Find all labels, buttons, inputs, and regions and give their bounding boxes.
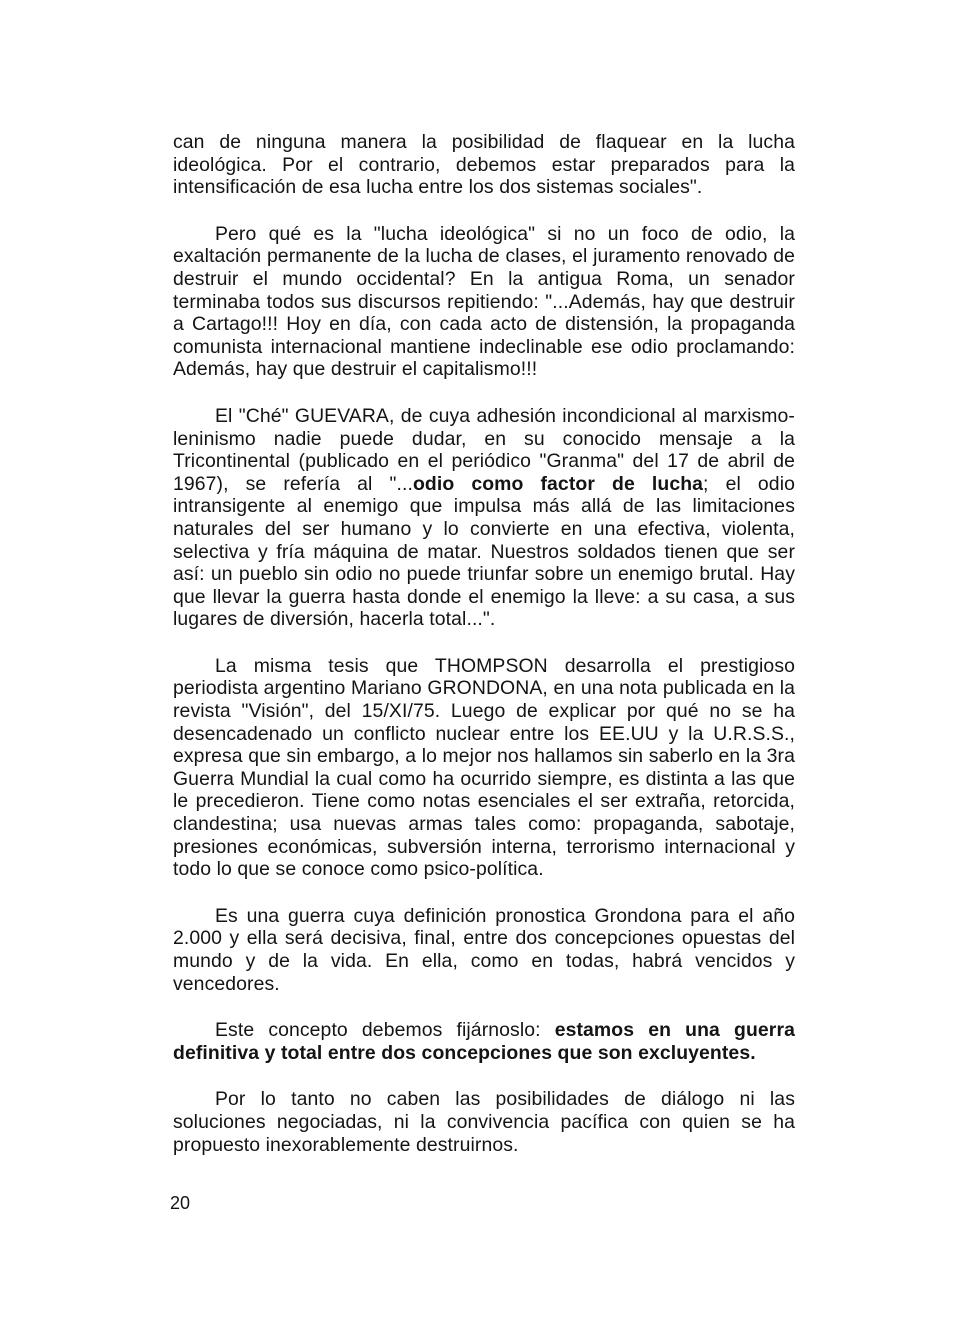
- paragraph: [173, 905, 795, 995]
- text-run: Por lo tanto no caben las posibilidades de diálogo ni las soluciones negociadas, ni la convivencia pacífica con quien se ha propuesto inexorablemente destruirnos.: [173, 1088, 795, 1156]
- bold-text-run: estamos en una guerra definitiva y total entre dos concepciones que son excluyentes.: [173, 1019, 795, 1064]
- page-number: 20: [170, 1193, 191, 1213]
- text-run: La misma tesis que THOMPSON desarrolla el prestigioso periodista argentino Mariano GRONDONA, en una nota publicada en la revista "Visión", del 15/XI/75. Luego de explicar por qué no se ha desencadenado un conflicto nuclear entre los EE.UU y la U.R.S.S., expresa que sin embargo, a lo mejor nos hallamos sin saberlo en la 3ra Guerra Mundial la cual como ha ocurrido siempre, es distinta a las que le precedieron. Tiene como notas esenciales el ser extraña, retorcida, clandestina; usa nuevas armas tales como: propaganda, sabotaje, presiones económicas, subversión interna, terrorismo internacional y todo lo que se conoce como psico-política.: [173, 654, 795, 881]
- paragraph: [173, 1088, 795, 1156]
- text-run: Es una guerra cuya definición pronostica Grondona para el año 2.000 y ella será decisiva, final, entre dos concepciones opuestas del mundo y de la vida. En ella, como en todas, habrá vencidos y vencedores.: [173, 904, 795, 995]
- text-run: Pero qué es la "lucha ideológica" si no un foco de odio, la exaltación permanente de la lucha de clases, el juramento renovado de destruir el mundo occidental? En la antigua Roma, un senador terminaba todos sus discursos repitiendo: "...Además, hay que destruir a Cartago!!! Hoy en día, con cada acto de distensión, la propaganda comunista internacional mantiene indeclinable ese odio proclamando: Además, hay que destruir el capitalismo!!!: [173, 222, 795, 381]
- text-run: ; el odio intransigente al enemigo que impulsa más allá de las limitaciones naturales del ser humano y lo convierte en una efectiva, violenta, selectiva y fría máquina de matar. Nuestros soldados tienen que ser así: un pueblo sin odio no puede triunfar sobre un enemigo brutal. Hay que llevar la guerra hasta donde el enemigo la lleve: a su casa, a sus lugares de diversión, hacerla total...".: [173, 472, 795, 631]
- paragraph: [173, 131, 795, 199]
- paragraph: [173, 655, 795, 881]
- paragraph: [173, 405, 795, 631]
- paragraph: [173, 223, 795, 381]
- text-run: Este concepto debemos fijárnoslo:: [215, 1019, 555, 1042]
- text-run: can de ninguna manera la posibilidad de flaquear en la lucha ideológica. Por el contrario, debemos estar preparados para la intensificación de esa lucha entre los dos sistemas sociales".: [173, 131, 795, 199]
- paragraph: [173, 1019, 795, 1064]
- text-run: El "Ché" GUEVARA, de cuya adhesión incondicional al marxismo-leninismo nadie puede dudar, en su conocido mensaje a la Tricontinental (publicado en el periódico "Granma" del 17 de abril de 1967), se refería al "...: [173, 404, 795, 495]
- body-text: [173, 131, 795, 1180]
- bold-text-run: odio como factor de lucha: [412, 472, 704, 495]
